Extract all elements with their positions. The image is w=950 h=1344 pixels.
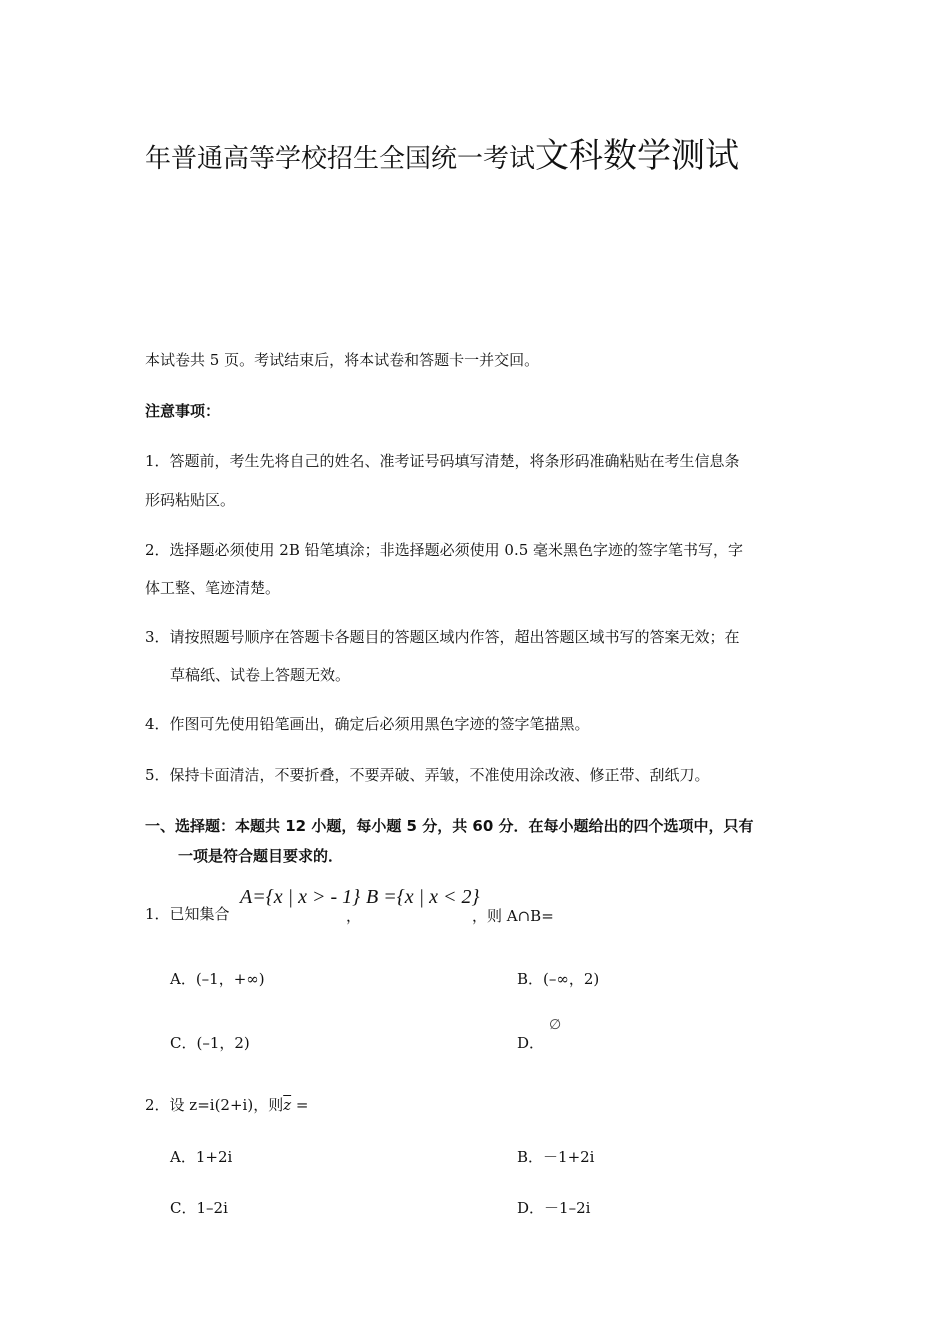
notice-heading: 注意事项： <box>145 402 221 420</box>
q1-option-a: A．(–1，+∞) <box>170 970 265 988</box>
q1-set-b: B ={x | x < 2} <box>366 886 480 908</box>
q2-prefix: 2．设 z=i(2+i)，则 <box>145 1096 284 1114</box>
q2-option-b: B．－1+2i <box>517 1148 595 1166</box>
q1-set-a: A={x | x > - 1} <box>240 886 361 908</box>
title-part1: 年普通高等学校招生全国统一考试 <box>145 144 536 174</box>
q2-question <box>145 1095 308 1115</box>
section1-heading-line1: 一、选择题：本题共 12 小题，每小题 5 分，共 60 分．在每小题给出的四个选项中，只有 <box>145 817 754 835</box>
notice-2-line1: 2．选择题必须使用 2B 铅笔填涂；非选择题必须使用 0.5 毫米黑色字迹的签字笔书写，字 <box>145 541 744 559</box>
section1-heading-line2: 一项是符合题目要求的． <box>178 847 344 865</box>
notice-2-line2: 体工整、笔迹清楚。 <box>145 579 281 597</box>
q2-option-c: C．1–2i <box>170 1199 228 1217</box>
q2-zbar: $\overline{z}$ <box>283 1096 292 1114</box>
q1-suffix: ，则 A∩B= <box>472 907 554 925</box>
q1-prefix: 1．已知集合 <box>145 905 230 923</box>
empty-set-symbol: ∅ <box>549 1017 562 1033</box>
notice-3-line2: 草稿纸、试卷上答题无效。 <box>170 666 351 684</box>
q1-option-b: B．(–∞，2) <box>517 970 600 988</box>
notice-3-line1: 3．请按照题号顺序在答题卡各题目的答题区域内作答，超出答题区域书写的答案无效；在 <box>145 628 740 646</box>
q2-suffix: = <box>291 1096 309 1114</box>
q2-option-a: A．1+2i <box>170 1148 233 1166</box>
title-part2: 文科数学测试 <box>535 136 740 176</box>
notice-1-line1: 1．答题前，考生先将自己的姓名、准考证号码填写清楚，将条形码准确粘贴在考生信息条 <box>145 452 740 470</box>
notice-5: 5．保持卡面清洁，不要折叠，不要弄破、弄皱，不准使用涂改液、修正带、刮纸刀。 <box>145 766 710 784</box>
page-title <box>145 128 739 177</box>
q1-comma: ， <box>346 907 362 925</box>
intro-text: 本试卷共 5 页。考试结束后，将本试卷和答题卡一并交回。 <box>145 351 540 369</box>
notice-1-line2: 形码粘贴区。 <box>145 491 236 509</box>
q1-option-c: C．(–1，2) <box>170 1034 250 1052</box>
q2-option-d: D．－1–2i <box>517 1199 591 1217</box>
notice-4: 4．作图可先使用铅笔画出，确定后必须用黑色字迹的签字笔描黑。 <box>145 715 590 733</box>
q1-option-d: D． <box>517 1034 545 1052</box>
